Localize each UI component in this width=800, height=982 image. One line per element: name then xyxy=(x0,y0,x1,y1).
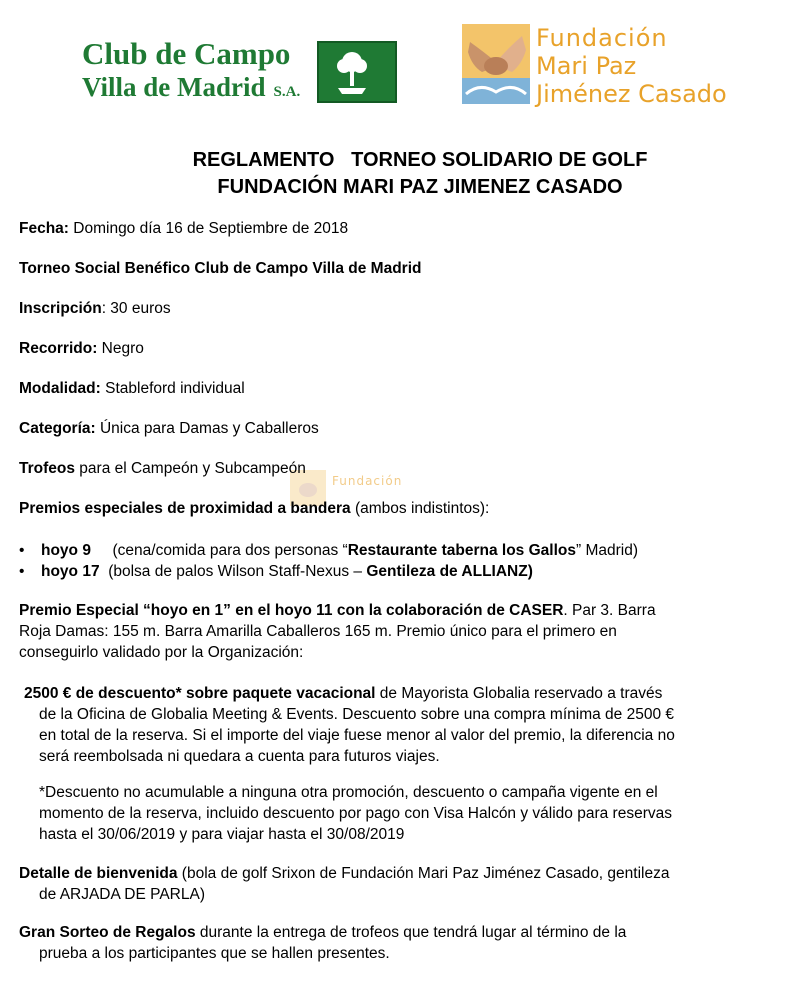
hoyo-en-uno-line3: conseguirlo validado por la Organización: xyxy=(19,644,304,661)
hoyo-en-uno-line1: Premio Especial “hoyo en 1” en el hoyo 11 con la colaboración de CASER. Par 3. Barra xyxy=(19,602,656,619)
bienvenida-line2: de ARJADA DE PARLA) xyxy=(39,886,205,903)
inscripcion-line: Inscripción: 30 euros xyxy=(19,300,171,317)
categoria-line: Categoría: Única para Damas y Caballeros xyxy=(19,420,319,437)
fecha-line: Fecha: Domingo día 16 de Septiembre de 2018 xyxy=(19,220,349,237)
fundacion-logo-line2: Mari Paz xyxy=(536,52,637,80)
descuento-line4: será reembolsada ni quedara a cuenta para futuros viajes. xyxy=(39,748,440,765)
torneo-line: Torneo Social Benéfico Club de Campo Villa de Madrid xyxy=(19,260,422,277)
fundacion-watermark-text: Fundación xyxy=(332,474,403,488)
club-logo-line2: Villa de Madrid S.A. xyxy=(82,72,301,102)
premios-proximidad-line: Premios especiales de proximidad a bandera (ambos indistintos): xyxy=(19,500,490,517)
club-flag-icon xyxy=(316,38,400,108)
page-title-line1: REGLAMENTO TORNEO SOLIDARIO DE GOLF xyxy=(192,149,648,171)
trofeos-line: Trofeos para el Campeón y Subcampeón xyxy=(19,460,306,477)
holding-hands-icon xyxy=(460,22,532,108)
page-title-line2: FUNDACIÓN MARI PAZ JIMENEZ CASADO xyxy=(217,176,623,198)
bienvenida-line1: Detalle de bienvenida (bola de golf Srixon de Fundación Mari Paz Jiménez Casado, gentileza xyxy=(19,865,670,882)
fundacion-logo-line1: Fundación xyxy=(536,24,668,52)
hoyo-en-uno-line2: Roja Damas: 155 m. Barra Amarilla Caballeros 165 m. Premio único para el primero en xyxy=(19,623,617,640)
recorrido-line: Recorrido: Negro xyxy=(19,340,144,357)
descuento-line2: de la Oficina de Globalia Meeting & Events. Descuento sobre una compra mínima de 2500 € xyxy=(39,706,675,723)
fundacion-logo xyxy=(460,22,740,112)
nota-line1: *Descuento no acumulable a ninguna otra promoción, descuento o campaña vigente en el xyxy=(39,784,658,801)
nota-line2: momento de la reserva, incluido descuento por pago con Visa Halcón y válido para reservas xyxy=(39,805,672,822)
club-de-campo-logo xyxy=(80,36,402,108)
sorteo-line1: Gran Sorteo de Regalos durante la entrega de trofeos que tendrá lugar al término de la xyxy=(19,924,627,941)
modalidad-line: Modalidad: Stableford individual xyxy=(19,380,245,397)
descuento-line1: 2500 € de descuento* sobre paquete vacacional de Mayorista Globalia reservado a través xyxy=(24,685,663,702)
club-logo-line1: Club de Campo xyxy=(82,36,291,71)
sorteo-line2: prueba a los participantes que se hallen presentes. xyxy=(39,945,390,962)
nota-line3: hasta el 30/06/2019 y para viajar hasta el 30/08/2019 xyxy=(39,826,405,843)
descuento-line3: en total de la reserva. Si el importe del viaje fuese menor al valor del premio, la diferencia no xyxy=(39,727,675,744)
fundacion-logo-line3: Jiménez Casado xyxy=(536,80,727,108)
